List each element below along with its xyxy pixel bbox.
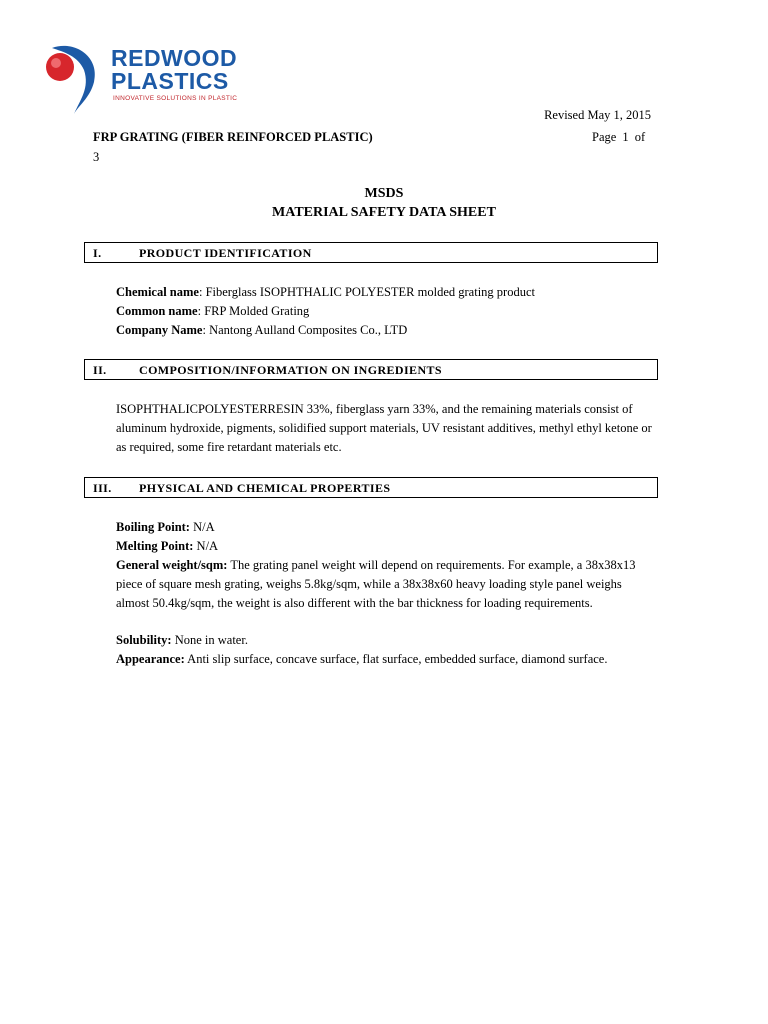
revision-date: Revised May 1, 2015 <box>544 108 651 122</box>
general-weight-row <box>116 556 656 613</box>
doc-title-full: MATERIAL SAFETY DATA SHEET <box>272 205 496 220</box>
page-number: Page 1 of <box>592 130 646 144</box>
chemical-name-row <box>116 283 656 302</box>
physical-properties-body <box>116 518 656 669</box>
composition-text: ISOPHTHALICPOLYESTERRESIN 33%, fiberglass yarn 33%, and the remaining materials consist of aluminum hydroxide, pigments, solidified support materials, UV resistant additives, methyl ethyl ketone or as required, some fire retardant materials etc. <box>116 402 652 454</box>
spacer <box>116 613 656 631</box>
field-value: : Nantong Aulland Composites Co., LTD <box>202 323 408 337</box>
logo-name-line1: REDWOOD <box>111 45 238 71</box>
field-value: N/A <box>193 539 219 553</box>
field-label: Common name <box>116 304 198 318</box>
boiling-point-row <box>116 518 656 537</box>
logo-name-line2: PLASTICS <box>111 68 229 94</box>
section-title: PRODUCT IDENTIFICATION <box>139 246 312 260</box>
composition-body <box>116 400 656 457</box>
field-value: None in water. <box>171 633 248 647</box>
section-title: COMPOSITION/INFORMATION ON INGREDIENTS <box>139 363 443 377</box>
doc-title-msds: MSDS <box>364 186 404 201</box>
section-number: III. <box>93 481 112 495</box>
field-value: : FRP Molded Grating <box>197 304 310 318</box>
document-header-title: FRP GRATING (FIBER REINFORCED PLASTIC) <box>93 130 373 144</box>
solubility-row <box>116 631 656 650</box>
field-label: Company Name <box>116 323 203 337</box>
field-label: Melting Point: <box>116 539 194 553</box>
section-number: II. <box>93 363 107 377</box>
field-value: N/A <box>189 520 215 534</box>
section-header-composition <box>84 359 658 380</box>
section-number: I. <box>93 246 102 260</box>
field-label: Appearance: <box>116 652 185 666</box>
logo-tagline: INNOVATIVE SOLUTIONS IN PLASTIC <box>113 95 238 102</box>
field-label: Chemical name <box>116 285 199 299</box>
logo-swoosh-icon <box>34 40 114 120</box>
section-header-product-identification <box>84 242 658 263</box>
common-name-row <box>116 302 656 321</box>
section-header-physical-properties <box>84 477 658 498</box>
section-title: PHYSICAL AND CHEMICAL PROPERTIES <box>139 481 391 495</box>
appearance-row <box>116 650 656 669</box>
product-identification-body <box>116 283 656 340</box>
page-total: 3 <box>93 150 100 164</box>
field-value: : Fiberglass ISOPHTHALIC POLYESTER molded grating product <box>198 285 535 299</box>
field-value: The grating panel weight will depend on requirements. For example, a 38x38x13 piece of square mesh grating, weighs 5.8kg/sqm, while a 38x38x60 heavy loading style panel weighs almost 50.4kg/sqm, the weight is also different with the bar thickness for loading requirements. <box>116 558 636 610</box>
company-name-row <box>116 321 656 340</box>
field-label: Solubility: <box>116 633 172 647</box>
field-label: Boiling Point: <box>116 520 190 534</box>
field-value: Anti slip surface, concave surface, flat surface, embedded surface, diamond surface. <box>184 652 608 666</box>
melting-point-row <box>116 537 656 556</box>
company-logo <box>34 40 264 120</box>
field-label: General weight/sqm: <box>116 558 228 572</box>
